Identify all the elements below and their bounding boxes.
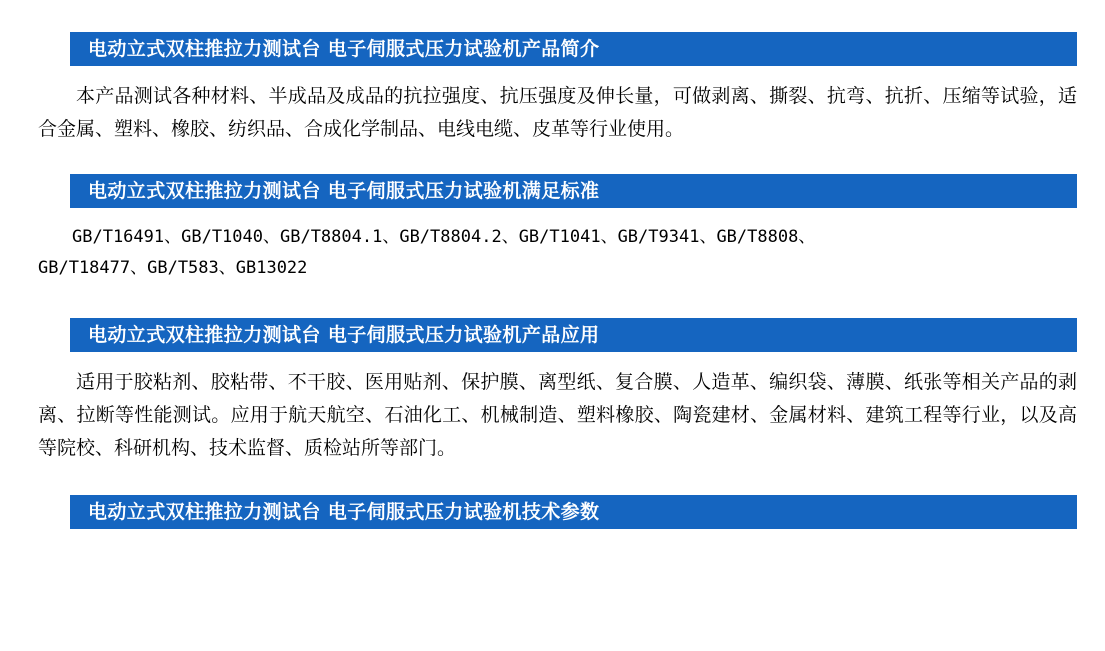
spacer bbox=[0, 66, 1105, 80]
section-header-applications: 电动立式双柱推拉力测试台 电子伺服式压力试验机产品应用 bbox=[70, 318, 1077, 352]
spacer-2 bbox=[0, 284, 1105, 318]
top-spacer bbox=[0, 0, 1105, 32]
section-header-product-intro: 电动立式双柱推拉力测试台 电子伺服式压力试验机产品简介 bbox=[70, 32, 1077, 66]
section-tech-params bbox=[0, 495, 1105, 529]
spacer bbox=[0, 352, 1105, 366]
spacer bbox=[0, 208, 1105, 222]
section-body-applications: 适用于胶粘剂、胶粘带、不干胶、医用贴剂、保护膜、离型纸、复合膜、人造革、编织袋、薄膜、纸张等相关产品的剥离、拉断等性能测试。应用于航天航空、石油化工、机械制造、塑料橡胶、陶瓷建材、金属材料、建筑工程等行业，以及高等院校、科研机构、技术监督、质检站所等部门。 bbox=[38, 371, 1077, 459]
standards-line-2: GB/T18477、GB/T583、GB13022 bbox=[38, 258, 308, 278]
section-body-product-intro: 本产品测试各种材料、半成品及成品的抗拉强度、抗压强度及伸长量，可做剥离、撕裂、抗弯、抗折、压缩等试验，适合金属、塑料、橡胶、纺织品、合成化学制品、电线电缆、皮革等行业使用。 bbox=[38, 85, 1077, 140]
spacer-1 bbox=[0, 146, 1105, 174]
section-body-standards bbox=[38, 222, 1077, 284]
section-standards bbox=[0, 174, 1105, 284]
section-applications bbox=[0, 318, 1105, 465]
spacer-3 bbox=[0, 465, 1105, 495]
section-header-tech-params: 电动立式双柱推拉力测试台 电子伺服式压力试验机技术参数 bbox=[70, 495, 1077, 529]
section-product-intro bbox=[0, 32, 1105, 146]
standards-line-1: GB/T16491、GB/T1040、GB/T8804.1、GB/T8804.2、GB/T1041、GB/T9341、GB/T8808、 bbox=[72, 227, 816, 247]
section-header-standards: 电动立式双柱推拉力测试台 电子伺服式压力试验机满足标准 bbox=[70, 174, 1077, 208]
